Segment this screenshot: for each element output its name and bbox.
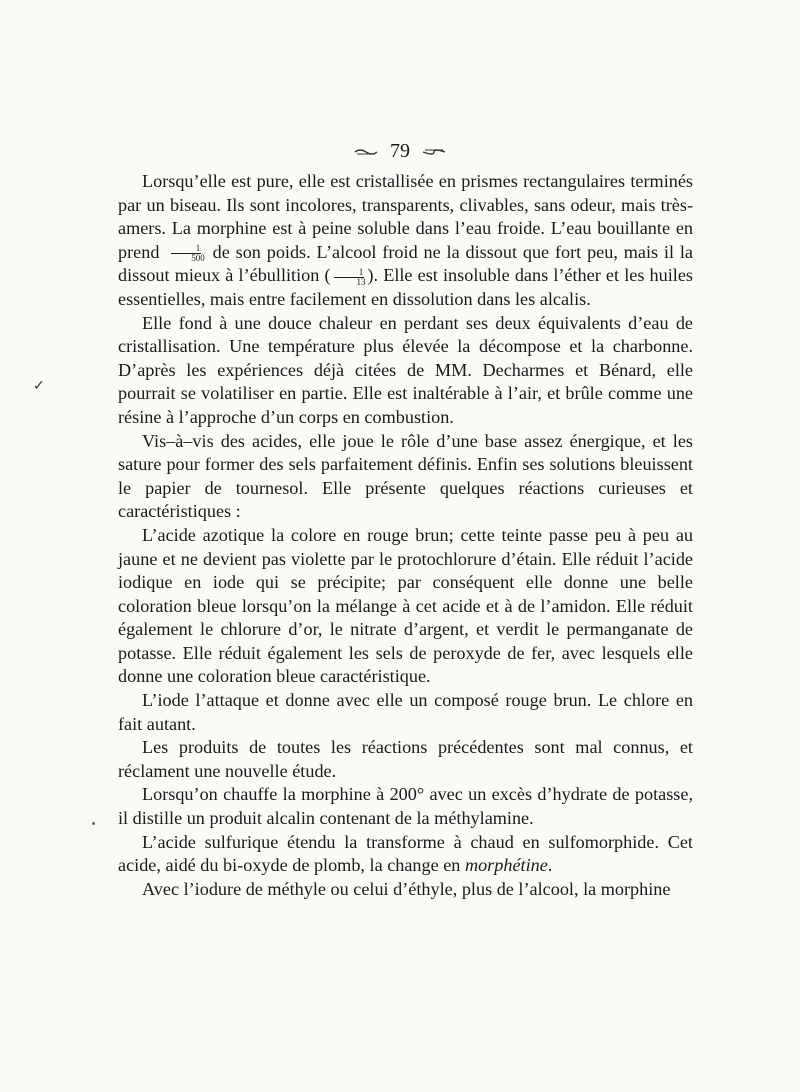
paragraph-5: L’iode l’attaque et donne avec elle un composé rouge brun. Le chlore en fait autant. xyxy=(118,690,693,734)
paragraph-9: Avec l’iodure de méthyle ou celui d’éthyle, plus de l’alcool, la morphine xyxy=(142,878,671,899)
left-ornament-icon xyxy=(354,147,378,157)
page-number: 79 xyxy=(390,140,410,162)
margin-dot xyxy=(92,822,95,825)
right-ornament-icon xyxy=(422,147,446,157)
paragraph-1: Lorsqu’elle est pure, elle est cristallisée en prismes rectangulaires terminés par un biseau. Ils sont incolores, transparents, clivables, sans odeur, mais très-amers. La morphine est à peine soluble dans l’eau froide. L’eau bouillante en prend $\frac{1}{500}$ de son poids. L’alcool froid ne la dissout que fort peu, mais il la dissout mieux à l’ébullition ( $\frac{1}{13}$ ). Elle est insoluble dans l’éther et les huiles essentielles, mais entre facilement en dissolution dans les alcalis. xyxy=(118,171,694,309)
fraction-one-thirteenth: $\frac{1}{13}$ xyxy=(333,268,366,287)
paragraph-2: Elle fond à une douce chaleur en perdant ses deux équivalents d’eau de cristallisation. Une température plus élevée la décompose et la charbonne. D’après les expériences déjà citées de MM. Decharmes et Bénard, elle pourrait se volatiliser en partie. Elle est inaltérable à l’air, et brûle comme une résine à l’approche d’un corps en combustion. xyxy=(118,312,693,427)
italic-term: morphétine xyxy=(464,855,548,876)
fraction-one-five-hundredth: $\frac{1}{500}$ xyxy=(167,244,205,263)
paragraph-6: Les produits de toutes les réactions précédentes sont mal connus, et réclament une nouvelle étude. xyxy=(118,737,693,781)
margin-check-mark: ✓ xyxy=(33,379,45,394)
paragraph-3: Vis–à–vis des acides, elle joue le rôle d’une base assez énergique, et les sature pour former des sels parfaitement définis. Enfin ses solutions bleuissent le papier de tournesol. Elle présente quelques réactions curieuses et caractéristiques : xyxy=(118,430,693,522)
paragraph-7: Lorsqu’on chauffe la morphine à 200° avec un excès d’hydrate de potasse, il distille un produit alcalin contenant de la méthylamine. xyxy=(118,784,693,829)
paragraph-8: L’acide sulfurique étendu la transforme à chaud en sulfomorphide. Cet acide, aidé du bi-oxyde de plomb, la change en morphétine. xyxy=(118,831,693,876)
paragraph-4: L’acide azotique la colore en rouge brun; cette teinte passe peu à peu au jaune et ne devient pas violette par le protochlorure d’étain. Elle réduit l’acide iodique en iode qui se précipite; par conséquent elle donne une belle coloration bleue lorsqu’on la mélange à cet acide et à de l’amidon. Elle réduit également le chlorure d’or, le nitrate d’argent, et verdit le permanganate de potasse. Elle réduit également les sels de peroxyde de fer, avec lesquels elle donne une coloration bleue caractéristique. xyxy=(118,524,693,687)
body-text xyxy=(118,170,693,901)
page-header xyxy=(0,140,800,163)
